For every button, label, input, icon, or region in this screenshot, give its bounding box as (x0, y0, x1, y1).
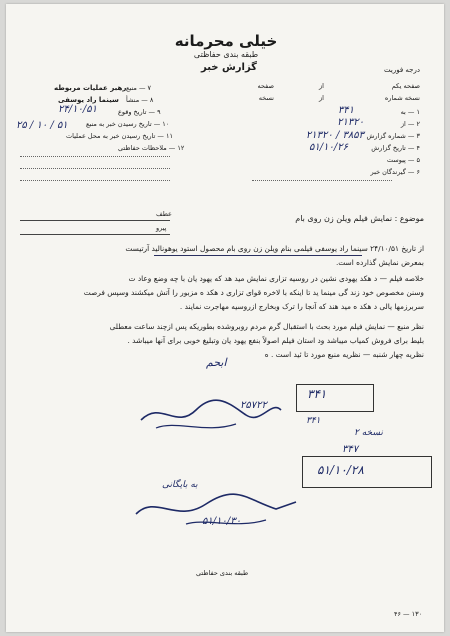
date-event-value: ۲۴/۱۰/۵۱ (58, 104, 97, 115)
archive-note: به بایگانی (162, 480, 198, 490)
field-3: ۳ — شماره گزارش (366, 132, 420, 140)
field-5: ۵ — پیوست (386, 156, 420, 164)
file-number: ۲۵۷۲۲ (240, 400, 267, 411)
copy-field: نسخه شماره (384, 94, 420, 102)
paragraph-2c: سربرزمها یالی د هکد ه مید هند که آنجا را ترک وبخارج ازروسیه مهاجرت نمایند . (179, 302, 424, 311)
paragraph-1: از تاریخ ۲۴/۱۰/۵۱ سینما راد یوسفی فیلمی بنام ویلن زن روی بام محصول استود یوهونالید آرتیست (125, 244, 424, 253)
date-stamp (302, 456, 432, 488)
priority-label: درجه فوریت (384, 66, 420, 74)
operation-leader-value: سینما راد یوسفی (58, 96, 119, 104)
paragraph-1b: بمعرض نمایش گذارده است. (335, 258, 424, 267)
field-7: ۷ — منبع (126, 84, 152, 92)
page-total: صفحه (257, 82, 274, 90)
received-stamp-value: ۳۴۱ (307, 387, 327, 401)
report-type: گزارش خبر (200, 62, 257, 73)
page-field: صفحه یکم (391, 82, 420, 90)
footer-classification: طبقه بندی حفاظتی (196, 569, 249, 577)
paragraph-2: خلاصه فیلم — د هکد یهودی نشین در روسیه تزاری نمایش مید هد که یهود یان با چه وضع وعاد ت (128, 274, 424, 283)
classification-label: طبقه بندی حفاظتی (193, 50, 259, 59)
field-9: ۹ — تاریخ وقوع (118, 108, 161, 116)
field-1: ۱ — به (400, 108, 420, 116)
document-title: خیلی محرمانه (174, 32, 278, 50)
operation-leader-label: رهبر عملیات مربوطه (54, 84, 127, 92)
field-2: ۲ — از (400, 120, 420, 128)
field-11: ۱۱ — تاریخ رسیدن خبر به محل عملیات (66, 132, 173, 140)
copy-of: از (319, 94, 324, 102)
subject-text: نمایش فیلم ویلن زن روی بام (295, 214, 393, 223)
handwritten-signature-1 (136, 390, 286, 440)
field-2-value: ۲۱۳۲۰ (337, 117, 364, 128)
copy-total: نسخه (258, 94, 274, 102)
page-reference: ۴۶ — ۱۳۰ (394, 610, 423, 618)
handwritten-date: ۵۱/۱۰/۳۰ (202, 516, 241, 527)
field-3-value: ۲۱۳۲۰ / ۳۸۵۳ (305, 130, 364, 141)
subject-line: موضوع : نمایش فیلم ویلن زن روی بام (295, 214, 424, 223)
date-stamp-value: ۵۱/۱۰/۲۸ (317, 463, 364, 477)
field-4: ۴ — تاریخ گزارش (371, 144, 420, 152)
subject-label: موضوع (399, 214, 424, 223)
field-12: ۱۲ — ملاحظات حفاظتی (118, 144, 185, 152)
atf-label: عطف (156, 210, 172, 218)
paragraph-2b: وسنن مخصوص خود زند گی مینما ید تا اینکه با لاخره قوای تزاری د هکد ه مزبور را آتش میکشند وسپس فرصت (83, 288, 424, 297)
page-of: از (319, 82, 324, 90)
copy-number: ۳۴۷ (342, 444, 359, 455)
signature-initial: ابحم (206, 356, 227, 369)
field-4-value: ۵۱/۱۰/۲۶ (309, 142, 348, 153)
date-received-value: ۲۵ / ۱۰ / ۵۱ (16, 120, 68, 131)
paragraph-3b: بلیط برای فروش کمیاب میباشد ود استان فیلم اصولاً بنفع یهود یان وتبلیغ خوبی برای آنها میباشد . (127, 336, 424, 345)
field-8: ۸ — منشأ (126, 96, 154, 104)
received-stamp (296, 384, 374, 412)
field-10: ۱۰ — تاریخ رسیدن خبر به منبع (86, 120, 170, 128)
document-page (6, 4, 444, 632)
peyro-label: پیرو (156, 224, 167, 232)
stamp-number: ۳۴۱ (306, 416, 321, 426)
paragraph-3: نظر منبع — نمایش فیلم مورد بحث با استقبال گرم مردم روبروشده بطوریکه پس ازچند ساعت معطلی (109, 322, 424, 331)
field-6: ۶ — گیرندگان خبر (370, 168, 420, 176)
field-1-value: ۳۴۱ (337, 105, 354, 116)
copy-label: نسخه ۲ (354, 428, 383, 438)
paragraph-4: نظریه چهار شنبه — نظریه منبع مورد تا ئید است . ه (264, 350, 424, 359)
